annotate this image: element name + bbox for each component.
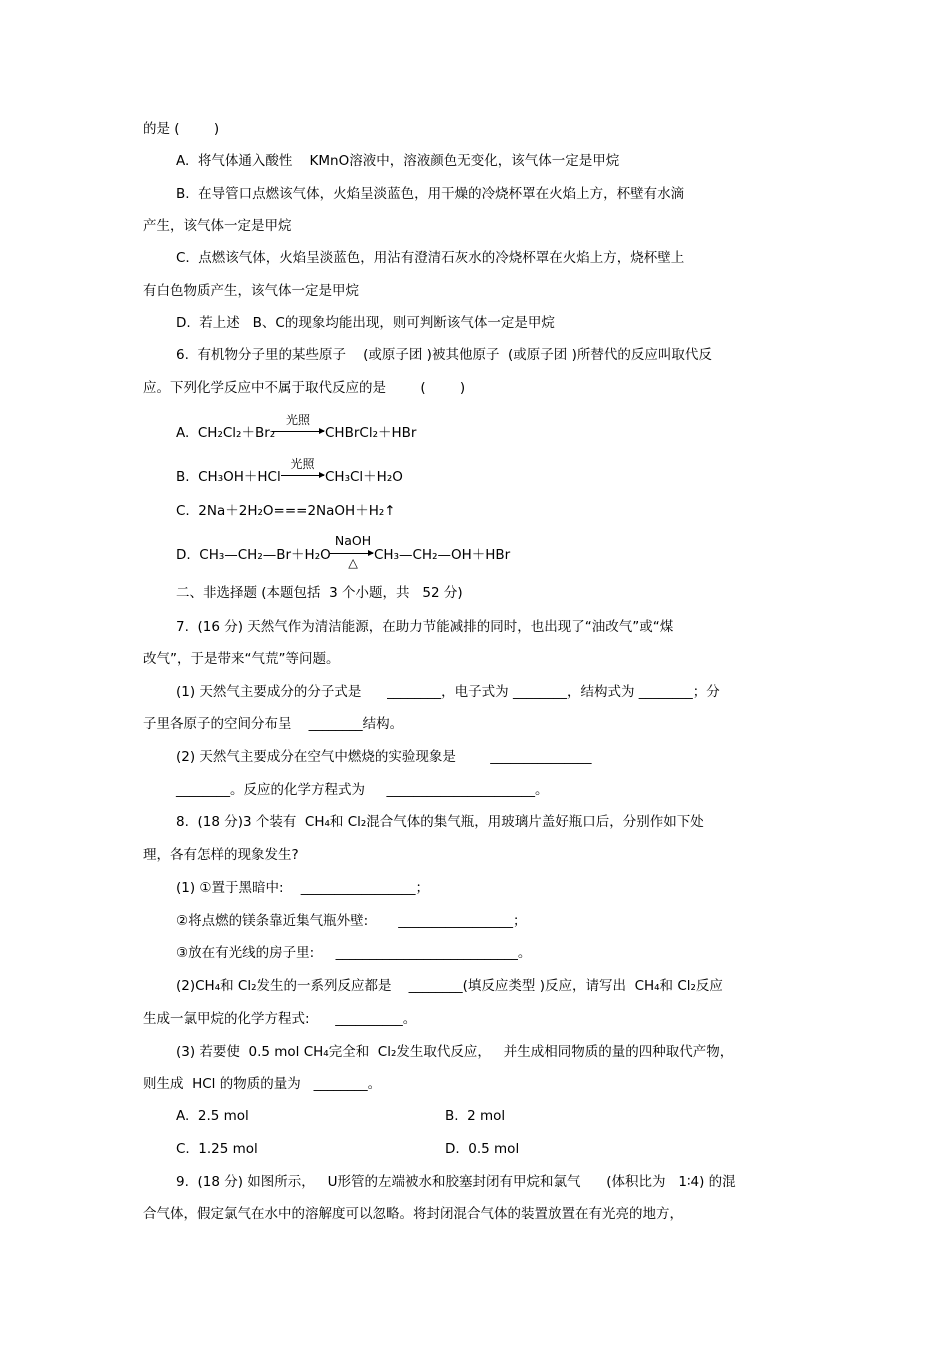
reaction-a-left: A. CH₂Cl₂＋Br₂ xyxy=(176,425,276,441)
text-line-l05: C. 点燃该气体，火焰呈淡蓝色，用沾有澄清石灰水的冷烧杯罩在火焰上方，烧杯壁上 xyxy=(176,250,685,266)
text-line-l20: (1) ①置于黑暗中: _________________； xyxy=(176,880,429,896)
reaction-d-arrow xyxy=(330,553,373,554)
text-line-l19: 理，各有怎样的现象发生? xyxy=(143,847,299,863)
text-line-l12: 7. (16 分) 天然气作为清洁能源，在助力节能减排的同时，也出现了“油改气”或“煤 xyxy=(176,619,674,635)
text-line-l10: C. 2Na＋2H₂O===2NaOH＋H₂↑ xyxy=(176,503,396,519)
reaction-b-arrow xyxy=(281,475,324,476)
text-line-l13: 改气”，于是带来“气荒”等问题。 xyxy=(143,651,340,667)
text-line-l30: D. 0.5 mol xyxy=(445,1141,520,1157)
text-line-l14: (1) 天然气主要成分的分子式是 ________，电子式为 ________，结构式为 ________；分 xyxy=(176,684,720,700)
text-line-l29: C. 1.25 mol xyxy=(176,1141,258,1157)
text-line-l23: (2)CH₄和 Cl₂发生的一系列反应都是 ________(填反应类型 )反应，请写出 CH₄和 Cl₂反应 xyxy=(176,978,723,994)
text-line-l02: A. 将气体通入酸性 KMnO溶液中，溶液颜色无变化，该气体一定是甲烷 xyxy=(176,153,620,169)
reaction-d-left: D. CH₃—CH₂—Br＋H₂O xyxy=(176,547,331,563)
text-line-l17: ________。反应的化学方程式为 ______________________。 xyxy=(176,782,549,798)
reaction-d-condition-above: NaOH xyxy=(334,533,372,548)
reaction-b-condition: 光照 xyxy=(290,457,315,471)
text-line-l07: D. 若上述 B、C的现象均能出现，则可判断该气体一定是甲烷 xyxy=(176,315,555,331)
reaction-d-condition-below: △ xyxy=(348,555,358,570)
reaction-b-right: CH₃Cl＋H₂O xyxy=(325,469,403,485)
text-line-l11: 二、非选择题 (本题包括 3 个小题，共 52 分) xyxy=(176,585,463,601)
text-line-l32: 合气体，假定氯气在水中的溶解度可以忽略。将封闭混合气体的装置放置在有光亮的地方， xyxy=(143,1206,683,1222)
text-line-l09: 应。下列化学反应中不属于取代反应的是 ( ) xyxy=(143,380,466,396)
text-line-l21: ②将点燃的镁条靠近集气瓶外壁: _________________； xyxy=(176,913,527,929)
reaction-a-arrow xyxy=(272,431,324,432)
text-line-l15: 子里各原子的空间分布呈 ________结构。 xyxy=(143,716,404,732)
text-line-l01: 的是 ( ) xyxy=(143,121,220,137)
text-line-l06: 有白色物质产生，该气体一定是甲烷 xyxy=(143,283,359,299)
text-line-l28: B. 2 mol xyxy=(445,1108,506,1124)
text-line-l16: (2) 天然气主要成分在空气中燃烧的实验现象是 _______________ xyxy=(176,749,592,765)
text-line-l26: 则生成 HCl 的物质的量为 ________。 xyxy=(143,1076,382,1092)
reaction-a-condition: 光照 xyxy=(285,413,310,427)
text-line-l25: (3) 若要使 0.5 mol CH₄完全和 Cl₂发生取代反应， 并生成相同物质的量的四种取代产物， xyxy=(176,1044,734,1060)
text-line-l22: ③放在有光线的房子里: ___________________________。 xyxy=(176,945,532,961)
reaction-d-right: CH₃—CH₂—OH＋HBr xyxy=(374,547,511,563)
text-line-l03: B. 在导管口点燃该气体，火焰呈淡蓝色，用干燥的冷烧杯罩在火焰上方，杯壁有水滴 xyxy=(176,186,685,202)
text-line-l04: 产生，该气体一定是甲烷 xyxy=(143,218,292,234)
text-line-l24: 生成一氯甲烷的化学方程式: __________。 xyxy=(143,1011,417,1027)
text-line-l08: 6. 有机物分子里的某些原子 (或原子团 )被其他原子 (或原子团 )所替代的反应叫取代反 xyxy=(176,347,712,363)
reaction-b-left: B. CH₃OH＋HCl xyxy=(176,469,281,485)
text-line-l27: A. 2.5 mol xyxy=(176,1108,249,1124)
reaction-a-right: CHBrCl₂＋HBr xyxy=(325,425,417,441)
text-line-l18: 8. (18 分)3 个装有 CH₄和 Cl₂混合气体的集气瓶，用玻璃片盖好瓶口后，分别作如下处 xyxy=(176,814,704,830)
text-line-l31: 9. (18 分) 如图所示， U形管的左端被水和胶塞封闭有甲烷和氯气 (体积比为 1∶4) 的混 xyxy=(176,1174,736,1190)
